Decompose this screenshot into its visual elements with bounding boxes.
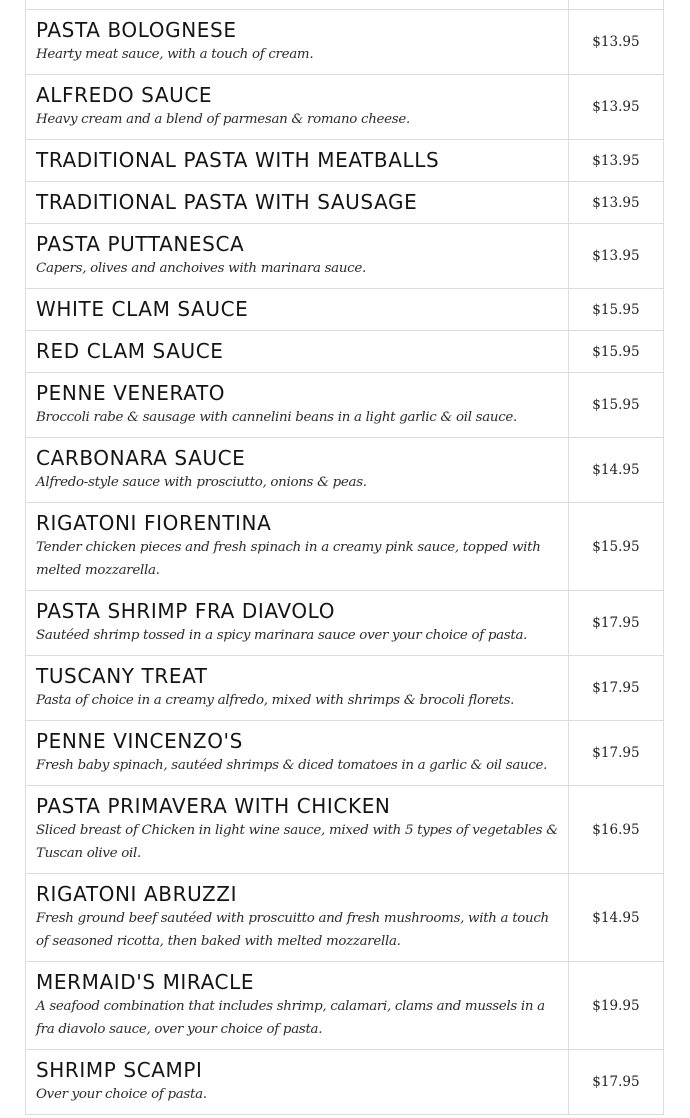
menu-item-cell [26, 373, 569, 438]
menu-item-price: $13.95 [568, 75, 663, 140]
menu-item-price: $14.95 [568, 874, 663, 962]
menu-item-name: PASTA PUTTANESCA [36, 232, 245, 256]
menu-item-name: TRADITIONAL PASTA WITH MEATBALLS [36, 148, 440, 172]
menu-item-row [26, 373, 664, 438]
menu-table-body [26, 0, 664, 1115]
menu-item-description: Broccoli rabe & sausage with cannelini beans in a light garlic & oil sauce. [36, 410, 518, 425]
spacer-cell [26, 0, 569, 10]
menu-item-row [26, 591, 664, 656]
menu-item-cell [26, 331, 569, 373]
menu-item-price: $15.95 [568, 289, 663, 331]
menu-item-cell [26, 786, 569, 874]
menu-item-price: $16.95 [568, 786, 663, 874]
menu-item-cell [26, 503, 569, 591]
menu-item-cell [26, 874, 569, 962]
menu-item-description: Fresh ground beef sautéed with proscuitto and fresh mushrooms, with a touch of seasoned ricotta, then baked with melted mozzarella. [36, 911, 549, 949]
menu-item-name: PENNE VINCENZO'S [36, 729, 243, 753]
menu-item-cell [26, 962, 569, 1050]
menu-item-price: $15.95 [568, 503, 663, 591]
menu-item-description: Fresh baby spinach, sautéed shrimps & diced tomatoes in a garlic & oil sauce. [36, 758, 548, 773]
menu-item-name: SHRIMP SCAMPI [36, 1058, 203, 1082]
spacer-cell [568, 0, 663, 10]
menu-item-row [26, 656, 664, 721]
menu-item-price: $13.95 [568, 10, 663, 75]
menu-item-price: $19.95 [568, 962, 663, 1050]
menu-item-cell [26, 75, 569, 140]
menu-item-row [26, 10, 664, 75]
menu-item-description: Pasta of choice in a creamy alfredo, mixed with shrimps & brocoli florets. [36, 693, 515, 708]
menu-item-name: RIGATONI FIORENTINA [36, 511, 272, 535]
menu-item-row [26, 75, 664, 140]
menu-item-row [26, 182, 664, 224]
menu-table [25, 0, 664, 1115]
menu-item-cell [26, 10, 569, 75]
menu-item-name: WHITE CLAM SAUCE [36, 297, 249, 321]
menu-item-row [26, 224, 664, 289]
menu-item-description: Sautéed shrimp tossed in a spicy marinara sauce over your choice of pasta. [36, 628, 528, 643]
menu-item-price: $17.95 [568, 1050, 663, 1115]
menu-item-price: $13.95 [568, 182, 663, 224]
menu-item-row [26, 289, 664, 331]
menu-item-price: $17.95 [568, 656, 663, 721]
menu-item-name: PASTA SHRIMP FRA DIAVOLO [36, 599, 336, 623]
menu-item-price: $15.95 [568, 373, 663, 438]
menu-item-description: Sliced breast of Chicken in light wine sauce, mixed with 5 types of vegetables & Tuscan olive oil. [36, 823, 558, 861]
menu-item-price: $17.95 [568, 591, 663, 656]
menu-item-row [26, 786, 664, 874]
menu-item-description: Over your choice of pasta. [36, 1087, 207, 1102]
menu-item-cell [26, 591, 569, 656]
menu-item-row [26, 503, 664, 591]
menu-item-row [26, 874, 664, 962]
menu-item-name: PENNE VENERATO [36, 381, 226, 405]
menu-item-description: A seafood combination that includes shrimp, calamari, clams and mussels in a fra diavolo sauce, over your choice of pasta. [36, 999, 545, 1037]
menu-item-name: TUSCANY TREAT [36, 664, 208, 688]
menu-item-row [26, 438, 664, 503]
menu-item-name: PASTA BOLOGNESE [36, 18, 237, 42]
menu-item-name: MERMAID'S MIRACLE [36, 970, 255, 994]
menu-item-row [26, 1050, 664, 1115]
menu-item-description: Heavy cream and a blend of parmesan & romano cheese. [36, 112, 410, 127]
menu-item-cell [26, 1050, 569, 1115]
menu-item-name: ALFREDO SAUCE [36, 83, 213, 107]
menu-item-cell [26, 438, 569, 503]
menu-item-row [26, 962, 664, 1050]
table-top-spacer [26, 0, 664, 10]
menu-item-cell [26, 224, 569, 289]
menu-item-description: Alfredo-style sauce with prosciutto, onions & peas. [36, 475, 367, 490]
menu-item-description: Capers, olives and anchoives with marinara sauce. [36, 261, 366, 276]
menu-item-name: PASTA PRIMAVERA WITH CHICKEN [36, 794, 391, 818]
menu-item-price: $13.95 [568, 140, 663, 182]
menu-item-name: CARBONARA SAUCE [36, 446, 246, 470]
menu-item-row [26, 331, 664, 373]
menu-item-price: $17.95 [568, 721, 663, 786]
menu-item-description: Tender chicken pieces and fresh spinach in a creamy pink sauce, topped with melted mozzarella. [36, 540, 541, 578]
menu-item-cell [26, 140, 569, 182]
menu-item-description: Hearty meat sauce, with a touch of cream. [36, 47, 314, 62]
menu-item-name: TRADITIONAL PASTA WITH SAUSAGE [36, 190, 418, 214]
menu-item-cell [26, 289, 569, 331]
menu-item-price: $14.95 [568, 438, 663, 503]
menu-item-row [26, 721, 664, 786]
menu-item-name: RED CLAM SAUCE [36, 339, 224, 363]
menu-item-cell [26, 721, 569, 786]
menu-item-name: RIGATONI ABRUZZI [36, 882, 238, 906]
menu-item-cell [26, 656, 569, 721]
menu-item-price: $15.95 [568, 331, 663, 373]
menu-item-price: $13.95 [568, 224, 663, 289]
menu-item-row [26, 140, 664, 182]
menu-item-cell [26, 182, 569, 224]
